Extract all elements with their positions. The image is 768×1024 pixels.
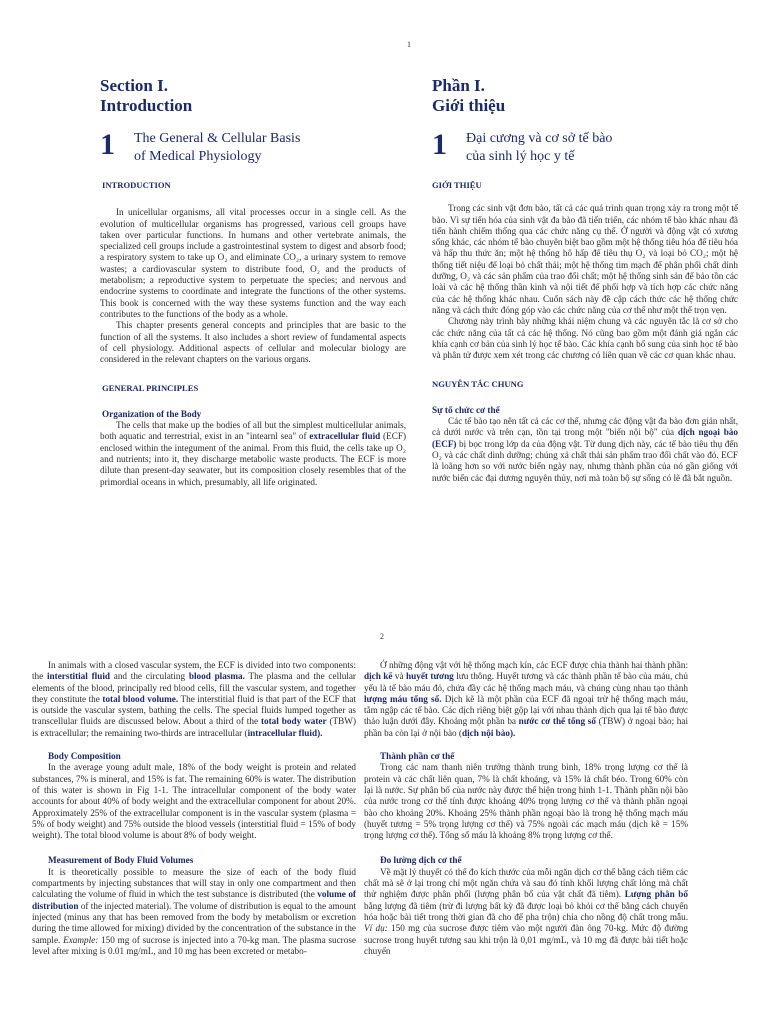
section-heading bbox=[432, 76, 738, 116]
bold-term: blood plasma. bbox=[188, 671, 245, 682]
text-run: 150 mg of sucrose is injected into a 70-kg man. The plasma sucrose level after mixing is 0.01 mg/mL, and 10 mg has been excreted or metabo- bbox=[32, 934, 356, 956]
text-run: (TBW) is extracellular; the remaining two-thirds are intracellular ( bbox=[32, 716, 357, 738]
bold-term: nước cơ thể tổng số bbox=[518, 716, 596, 727]
text-run: In animals with a closed vascular system, the ECF is divided into two components: the bbox=[32, 660, 356, 682]
text-run: (ECF) enclosed within the integument of the animal. From this fluid, the cells take up O₂ and nutrients; into it, they discharge metabolic waste products. The ECF is more dilute than present-day seawater, but its composition closely resembles that of the primordial oceans in which, presumably, all life originated. bbox=[100, 431, 407, 487]
page-number: 1 bbox=[407, 40, 411, 49]
section-title: Giới thiệu bbox=[432, 96, 506, 115]
section-label: Section I. bbox=[100, 76, 168, 95]
text-run: Ở những động vật với hệ thống mạch kín, các ECF được chia thành hai thành phần: bbox=[380, 660, 688, 670]
paragraph bbox=[100, 420, 406, 488]
general-principles-heading: NGUYÊN TẮC CHUNG bbox=[432, 379, 524, 390]
paragraph bbox=[364, 660, 688, 739]
bold-term: total blood volume. bbox=[102, 693, 179, 704]
example-label: Example: bbox=[63, 934, 99, 945]
paragraph bbox=[32, 660, 356, 739]
bold-term: dịch ngoại bào (ECF) bbox=[432, 427, 738, 449]
general-principles-heading: GENERAL PRINCIPLES bbox=[102, 383, 199, 394]
paragraph bbox=[432, 416, 738, 484]
text-run: Dịch kẽ là một phần của ECF đã ngoại trừ hệ thống mạch máu, tắm ngập các tế bào. Các dịch riêng biệt gộp lại với nhau thành dịch qua lại tế bào được thảo luận dưới đây. Khoảng một phần ba bbox=[364, 693, 688, 727]
subsection-heading: Organization of the Body bbox=[102, 408, 202, 419]
text-run: and the circulating bbox=[109, 671, 189, 682]
bold-term: total body water bbox=[260, 716, 327, 727]
bold-term: dịch kẽ bbox=[364, 671, 393, 682]
paragraph bbox=[364, 867, 688, 957]
chapter-title-line: Đại cương và cơ sở tế bào bbox=[466, 131, 613, 146]
text-run: bị bọc trong lớp da của động vật. Từ dung dịch này, các tế bào tiêu thụ đến O₂ và các chất dinh dưỡng; chúng xả chất thải sản phẩm trao đổi chất vào đó. ECF là loãng hơn so với nước biển ngày nay, nhưng thành phần của nó gần giống với nước biển các đại dương nguyên thủy, nơi mà toàn bộ sự sống có lẽ đã bắt nguồn. bbox=[432, 438, 738, 483]
text-run: (TBW) ở ngoại bào; hai phần ba còn lại ở nội bào ( bbox=[364, 716, 688, 738]
bold-term: extracellular fluid bbox=[309, 431, 381, 442]
chapter-heading bbox=[100, 128, 406, 166]
chapter-title-line: The General & Cellular Basis bbox=[134, 131, 301, 146]
text-run: Về mặt lý thuyết có thể đo kích thước của mỗi ngăn dịch cơ thể bằng cách tiêm các chất mà sẽ ở lại trong chỉ một ngăn chứa và sau đó tính khối lượng chất lỏng mà chất thử nghiệm được phân phối (lượng phân bố của vật chất đã tiêm). bbox=[364, 866, 688, 900]
subsection-heading: Sự tổ chức cơ thể bbox=[432, 404, 500, 415]
paragraph bbox=[32, 867, 356, 957]
subsection-heading: Body Composition bbox=[48, 751, 121, 762]
text-run: và bbox=[392, 671, 407, 682]
chapter-title-line: của sinh lý học y tế bbox=[466, 149, 575, 164]
example-label: Ví dụ: bbox=[364, 923, 388, 934]
page2-right-column bbox=[364, 660, 688, 957]
paragraph: Trong các sinh vật đơn bào, tất cả các quá trình quan trọng xảy ra trong một tế bào. Vì sự tiến hóa của sinh vật đa bào đã tiến triển, các nhóm tế bào khác nhau đã tiến hành chiếm thống qua các chức năng cụ thể. Ở người và động vật có xương sống khác, các nhóm tế bào chuyên biệt bao gồm một hệ thống tiêu hóa để tiêu hóa và hấp thu thức ăn; một hệ thống hô hấp để tiêu thụ O₂ và loại bỏ CO₂; một hệ thống tiết niệu để loại bỏ chất thải; một hệ thống tim mạch để phân phối chất dinh dưỡng, O₂ và các sản phẩm của trao đổi chất; một hệ thống sinh sản để bảo tồn các loài và các hệ thống thần kinh và nội tiết để phối hợp và tích hợp các chức năng của các hệ thống khác nhau. Cuốn sách này đề cập cách thức các hệ thống chức năng và cách thức đóng góp vào các chức năng của cơ thể như một thể trọn vẹn. bbox=[432, 203, 738, 315]
chapter-title-line: of Medical Physiology bbox=[134, 149, 262, 164]
paragraph: Trong các nam thanh niên trưởng thành trung bình, 18% trọng lượng cơ thể là protein và các chất liên quan, 7% là chất khoáng, và 15% là chất béo. Trong 60% còn lại là nước. Sự phân bổ của nước này được thể hiện trong hình 1-1. Thành phần nội bào của nước trong cơ thể tính được khoảng 40% trọng lượng cơ thể và thành phần ngoại bào cho khoảng 20%. Khoảng 25% thành phần ngoại bào là trong hệ thống mạch máu (huyết tương = 5% trọng lượng cơ thể) và 75% ngoài các mạch máu (dịch kẽ = 15% trọng lượng cơ thể). Tổng số máu là khoảng 8% trọng lượng cơ thể. bbox=[364, 762, 688, 841]
text-run: It is theoretically possible to measure the size of each of the body fluid compartments by injecting substances that will stay in only one compartment and then calculating the volume of fluid in which the test substance is distributed (the bbox=[32, 866, 356, 900]
text-run: 150 mg của sucrose được tiêm vào một người đàn ông 70-kg. Mức độ đường sucrose trong huyết tương sau khi trộn là 0,01 mg/mL, và 10 mg đã được bài tiết hoặc chuyển bbox=[364, 923, 688, 956]
chapter-title bbox=[466, 130, 612, 166]
chapter-title bbox=[134, 130, 300, 166]
section-label: Phần I. bbox=[432, 76, 485, 95]
bold-term: dịch nội bào). bbox=[461, 727, 516, 738]
chapter-heading bbox=[432, 128, 738, 166]
paragraph: Chương này trình bày những khái niệm chung và các nguyên tắc là cơ sở cho các chức năng của tất cả các hệ thống. Nó cũng bao gồm một đánh giá ngắn các khía cạnh cơ bản của sinh lý học tế bào. Các khía cạnh bổ sung của sinh học tế bào và phân tử được xem xét trong các chương có liên quan về các cơ quan khác nhau. bbox=[432, 316, 738, 361]
chapter-number: 1 bbox=[100, 128, 115, 161]
paragraph: In unicellular organisms, all vital processes occur in a single cell. As the evolution of multicellular organisms has progressed, various cell groups have taken over particular functions. In humans and other vertebrate animals, the specialized cell groups include a gastrointestinal system to digest and absorb food; a respiratory system to take up O₂ and eliminate CO₂, a urinary system to remove wastes; a cardiovascular system to distribute food, O₂ and the products of metabolism; a reproductive system to perpetuate the species; and nervous and endocrine systems to coordinate and integrate the functions of the other systems. This book is concerned with the way these systems function and the way each contributes to the functions of the body as a whole. bbox=[100, 207, 406, 319]
text-run: The cells that make up the bodies of all but the simplest multicellular animals, both aquatic and terrestrial, exist in an "intearnl sea" of bbox=[100, 420, 406, 442]
page1-right-column bbox=[432, 76, 738, 484]
subsection-heading: Đo lường dịch cơ thể bbox=[380, 855, 462, 866]
page2-left-column bbox=[32, 660, 356, 957]
page-number: 2 bbox=[380, 632, 384, 641]
text-run: lưu thông. Huyết tương và các thành phần tế bào của máu, chủ yếu là tế bào máu đỏ, chứa đầy các hệ thống mạch máu, và chúng cùng nhau tạo thành bbox=[364, 671, 688, 693]
bold-term: interstitial fluid bbox=[47, 671, 110, 682]
introduction-heading: GIỚI THIỆU bbox=[432, 180, 482, 190]
text-run: The interstitial fluid is that part of the ECF that is outside the vascular system, bathing the cells. The special fluids lumped together as transcellular fluids are discussed below. About a third of the bbox=[32, 693, 356, 727]
introduction-heading: INTRODUCTION bbox=[102, 180, 171, 190]
subsection-heading: Measurement of Body Fluid Volumes bbox=[48, 855, 194, 866]
bold-term: intracellular fluid). bbox=[247, 727, 323, 738]
page1-left-column bbox=[100, 76, 406, 488]
text-run: Các tế bào tạo nên tất cả các cơ thể, nhưng các động vật đa bào đơn giản nhất, cả dưới nước và trên cạn, tồn tại trong một "biển nội bộ" của bbox=[432, 416, 738, 438]
bold-term: huyết tương bbox=[406, 671, 454, 682]
paragraph: In the average young adult male, 18% of the body weight is protein and related substances, 7% is mineral, and 15% is fat. The remaining 60% is water. The distribution of this water is shown in Fig 1-1. The intracellular component of the body water accounts for about 40% of body weight and the extracellular component for about 20%. Approximately 25% of the extracellular component is in the vascular system (plasma = 5% of body weight) and 75% outside the blood vessels (interstitial fluid = 15% of body weight). The total blood volume is about 8% of body weight. bbox=[32, 762, 356, 841]
text-run: of the injected material). The volume of distribution is equal to the amount injected (minus any that has been removed from the body by metabolism or excretion during the time allowed for mixing) divided by the concentration of the substance in the sample. bbox=[32, 900, 356, 945]
subsection-heading: Thành phần cơ thể bbox=[380, 751, 455, 762]
section-heading bbox=[100, 76, 406, 116]
text-run: The plasma and the cellular elements of the blood, principally red blood cells, fill the vascular system, and together they constitute the bbox=[32, 671, 356, 704]
paragraph: This chapter presents general concepts and principles that are basic to the function of all the systems. It also includes a short review of fundamental aspects of cell physiology. Additional aspects of cellular and molecular biology are considered in the relevant chapters on the various organs. bbox=[100, 320, 406, 365]
bold-term: volume of distribution bbox=[32, 889, 356, 911]
text-run: bằng lượng đã tiêm (trừ đi lượng bất kỳ đã được loại bỏ khỏi cơ thể bằng cách chuyển hóa hoặc bài tiết trong thời gian đã cho để pha trộn) chia cho nồng độ chất trong mẫu. bbox=[364, 900, 688, 922]
bold-term: lượng máu tổng số. bbox=[364, 693, 442, 704]
section-title: Introduction bbox=[100, 96, 193, 115]
bold-term: Lượng phân bố bbox=[624, 889, 688, 900]
chapter-number: 1 bbox=[432, 128, 447, 161]
